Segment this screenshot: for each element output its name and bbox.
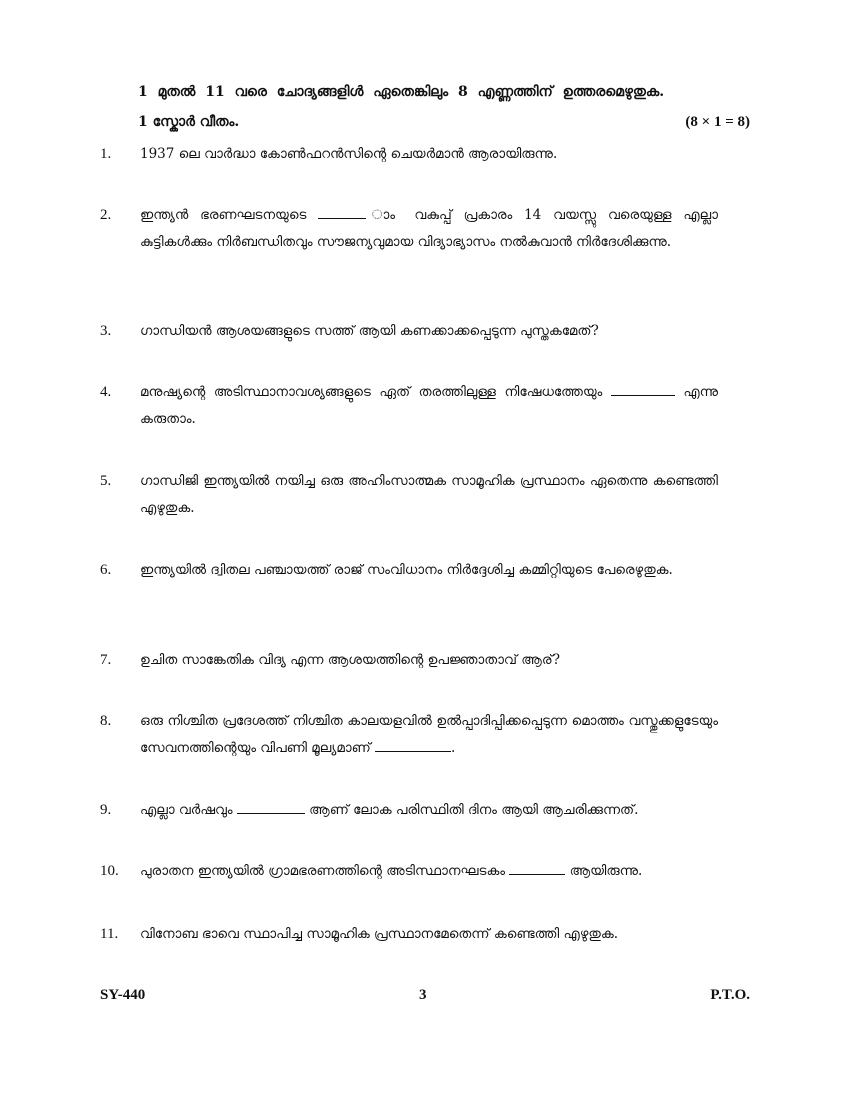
question-text: ഗാന്ധിയൻ ആശയങ്ങളുടെ സത്ത് ആയി കണക്കാക്കപ്പെടുന്ന പുസ്തകമേത്?: [140, 323, 599, 339]
answer-blank: [509, 860, 565, 875]
question-number: 9.: [100, 802, 112, 818]
question-text-part: ഒരു നിശ്ചിത പ്രദേശത്ത് നിശ്ചിത കാലയളവിൽ ഉൽപ്പാദിപ്പിക്കപ്പെടുന്ന മൊത്തം വസ്തുക്കളുടേയും സേവനത്തിന്റെയും വിപണി മൂല്യമാണ്: [140, 713, 718, 756]
question-text: [140, 797, 718, 824]
question-text-part: ആണ് ലോക പരിസ്ഥിതി ദിനം ആയി ആചരിക്കുന്നത്.: [309, 802, 639, 818]
question-text: [140, 202, 718, 256]
question-text: [140, 708, 718, 762]
question-text-part: എല്ലാ വർഷവും: [140, 802, 233, 818]
question-11: [100, 921, 718, 948]
question-text: [140, 379, 718, 433]
question-number: 8.: [100, 713, 112, 729]
question-text: [140, 858, 718, 885]
please-turn-over: P.T.O.: [710, 987, 750, 1003]
question-4: [100, 379, 718, 433]
question-1: [100, 141, 718, 168]
question-text: ഇന്ത്യയിൽ ദ്വിതല പഞ്ചായത്ത് രാജ് സംവിധാനം നിർദ്ദേശിച്ച കമ്മിറ്റിയുടെ പേരെഴുതുക.: [140, 562, 673, 578]
question-number: 11.: [100, 926, 119, 942]
answer-blank: [237, 799, 305, 814]
paper-code: SY-440: [100, 987, 146, 1003]
question-text-part: ആയിരുന്നു.: [569, 863, 643, 879]
question-text-part: .: [451, 740, 456, 756]
page-number: 3: [419, 987, 427, 1003]
question-9: [100, 797, 718, 824]
question-number: 10.: [100, 863, 119, 879]
question-number: 4.: [100, 384, 112, 400]
question-text: 1937 ലെ വാർദ്ധാ കോൺഫറൻസിന്റെ ചെയർമാൻ ആരായിരുന്നു.: [140, 146, 558, 162]
question-text-part: ഇന്ത്യൻ ഭരണഘടനയുടെ: [140, 207, 307, 223]
question-number: 6.: [100, 562, 112, 578]
answer-blank: [611, 381, 675, 396]
question-text: ഉചിത സാങ്കേതിക വിദ്യ എന്ന ആശയത്തിന്റെ ഉപജ്ഞാതാവ് ആര്?: [140, 652, 560, 668]
instruction-line: 1 മുതൽ 11 വരെ ചോദ്യങ്ങളിൾ ഏതെങ്കിലും 8 എണ്ണത്തിന് ഉത്തരമെഴുതുക.: [138, 84, 665, 100]
question-number: 1.: [100, 146, 112, 162]
question-text: വിനോബ ഭാവെ സ്ഥാപിച്ച സാമൂഹിക പ്രസ്ഥാനമേതെന്ന് കണ്ടെത്തി എഴുതുക.: [140, 926, 618, 942]
question-3: [100, 318, 718, 345]
question-10: [100, 858, 718, 885]
marks-scheme: (8 × 1 = 8): [685, 114, 750, 130]
question-text: ഗാന്ധിജി ഇന്ത്യയിൽ നയിച്ച ഒരു അഹിംസാത്മക സാമൂഹിക പ്രസ്ഥാനം ഏതെന്നു കണ്ടെത്തി എഴുതുക.: [140, 473, 718, 516]
score-note: 1 സ്കോർ വീതം.: [138, 114, 240, 130]
question-7: [100, 647, 718, 674]
question-8: [100, 708, 718, 762]
question-number: 2.: [100, 207, 112, 223]
question-2: [100, 202, 718, 256]
question-text-part: എന്നു കരുതാം.: [140, 384, 718, 427]
question-text-part: പുരാതന ഇന്ത്യയിൽ ഗ്രാമഭരണത്തിന്റെ അടിസ്ഥാനഘടകം: [140, 863, 505, 879]
question-text-part: മനുഷ്യന്റെ അടിസ്ഥാനാവശ്യങ്ങളുടെ ഏത് തരത്തിലുള്ള നിഷേധത്തേയും: [140, 384, 603, 400]
question-number: 3.: [100, 323, 112, 339]
answer-blank: [375, 737, 451, 752]
question-6: [100, 557, 718, 584]
question-5: [100, 468, 718, 522]
question-number: 5.: [100, 473, 112, 489]
answer-blank: [318, 204, 366, 219]
question-number: 7.: [100, 652, 112, 668]
question-text-part: ാം വകുപ്പ് പ്രകാരം 14 വയസ്സു വരെയുള്ള എല്ലാ കുട്ടികൾക്കും നിർബന്ധിതവും സൗജന്യവുമായ വിദ്യാഭ്യാസം നൽകുവാൻ നിർദേശിക്കുന്നു.: [140, 207, 719, 250]
